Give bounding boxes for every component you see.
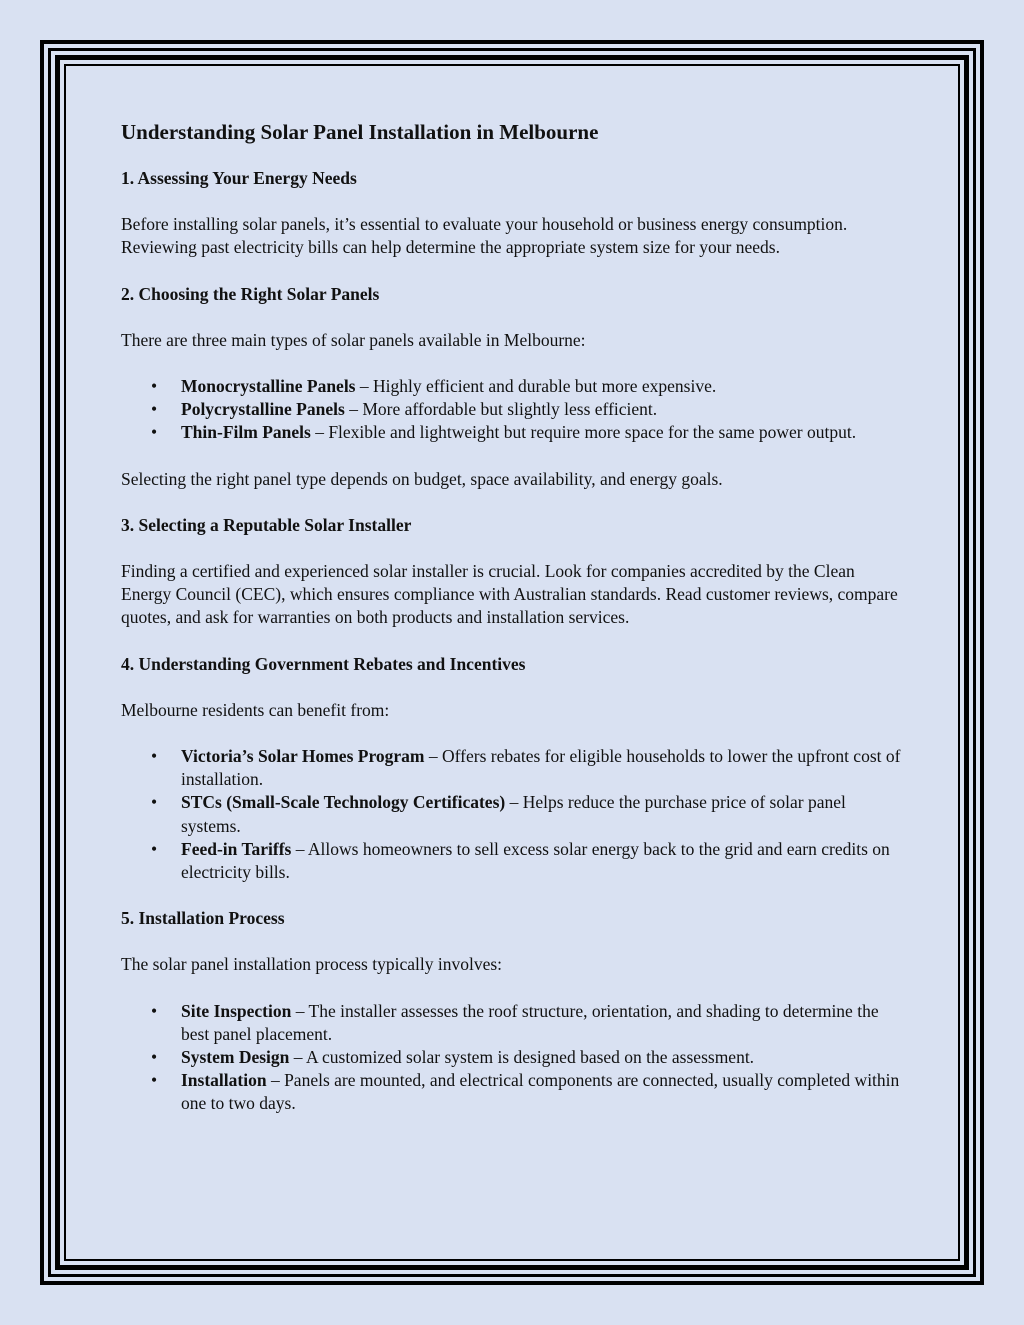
list-item — [181, 421, 903, 444]
section-heading: 3. Selecting a Reputable Solar Installer — [121, 514, 412, 535]
list-item-term: System Design — [181, 1047, 290, 1068]
document-title: Understanding Solar Panel Installation in Melbourne — [121, 120, 599, 144]
section-heading: 5. Installation Process — [121, 908, 285, 929]
list-item — [181, 398, 903, 421]
section-paragraph: Melbourne residents can benefit from: — [121, 699, 390, 720]
list-item — [181, 838, 903, 884]
section-paragraph: The solar panel installation process typically involves: — [121, 954, 503, 975]
list-item-term: Thin-Film Panels — [181, 422, 311, 443]
list-item — [181, 745, 903, 791]
list-item-desc: – The installer assesses the roof structure, orientation, and shading to determine the best panel placement. — [181, 1000, 879, 1044]
list-item — [181, 375, 903, 398]
list-item-desc: – A customized solar system is designed based on the assessment. — [289, 1047, 755, 1068]
list-item-term: Feed-in Tariffs — [181, 838, 292, 859]
list-item-term: Monocrystalline Panels — [181, 376, 356, 397]
list-item-desc: – More affordable but slightly less efficient. — [344, 399, 658, 420]
section-heading: 4. Understanding Government Rebates and Incentives — [121, 653, 526, 674]
bullet-list — [121, 745, 903, 884]
section-heading: 1. Assessing Your Energy Needs — [121, 168, 357, 188]
list-item — [181, 1069, 903, 1115]
list-item-desc: – Flexible and lightweight but require more space for the same power output. — [310, 422, 857, 443]
list-item-term: STCs (Small-Scale Technology Certificates) — [181, 792, 506, 813]
document-body — [121, 118, 903, 1139]
bullet-list — [121, 375, 903, 445]
bullet-list — [121, 1000, 903, 1116]
list-item-desc: – Panels are mounted, and electrical components are connected, usually completed within one to two days. — [181, 1070, 900, 1114]
list-item-desc: – Highly efficient and durable but more expensive. — [355, 376, 717, 397]
list-item — [181, 791, 903, 837]
section-heading: 2. Choosing the Right Solar Panels — [121, 283, 380, 304]
section-paragraph: There are three main types of solar panels available in Melbourne: — [121, 329, 586, 350]
list-item-desc: – Allows homeowners to sell excess solar energy back to the grid and earn credits on electricity bills. — [181, 838, 890, 883]
list-item — [181, 1000, 903, 1046]
list-item-term: Installation — [181, 1070, 267, 1091]
list-item-term: Site Inspection — [181, 1000, 292, 1021]
section-paragraph: Before installing solar panels, it’s essential to evaluate your household or business energy consumption. Reviewing past electricity bills can help determine the appropriate system size for your needs. — [121, 214, 848, 258]
list-item-desc: – Helps reduce the purchase price of solar panel systems. — [181, 792, 846, 836]
section-paragraph: Finding a certified and experienced solar installer is crucial. Look for companies accredited by the Clean Energy Council (CEC), which ensures compliance with Australian standards. Read customer reviews, compare quotes, and ask for warranties on both products and installation services. — [121, 561, 898, 628]
list-item — [181, 1046, 903, 1069]
list-item-term: Victoria’s Solar Homes Program — [181, 746, 425, 767]
list-item-desc: – Offers rebates for eligible households to lower the upfront cost of installation. — [181, 746, 901, 790]
section-paragraph: Selecting the right panel type depends on budget, space availability, and energy goals. — [121, 468, 723, 489]
list-item-term: Polycrystalline Panels — [181, 399, 345, 420]
